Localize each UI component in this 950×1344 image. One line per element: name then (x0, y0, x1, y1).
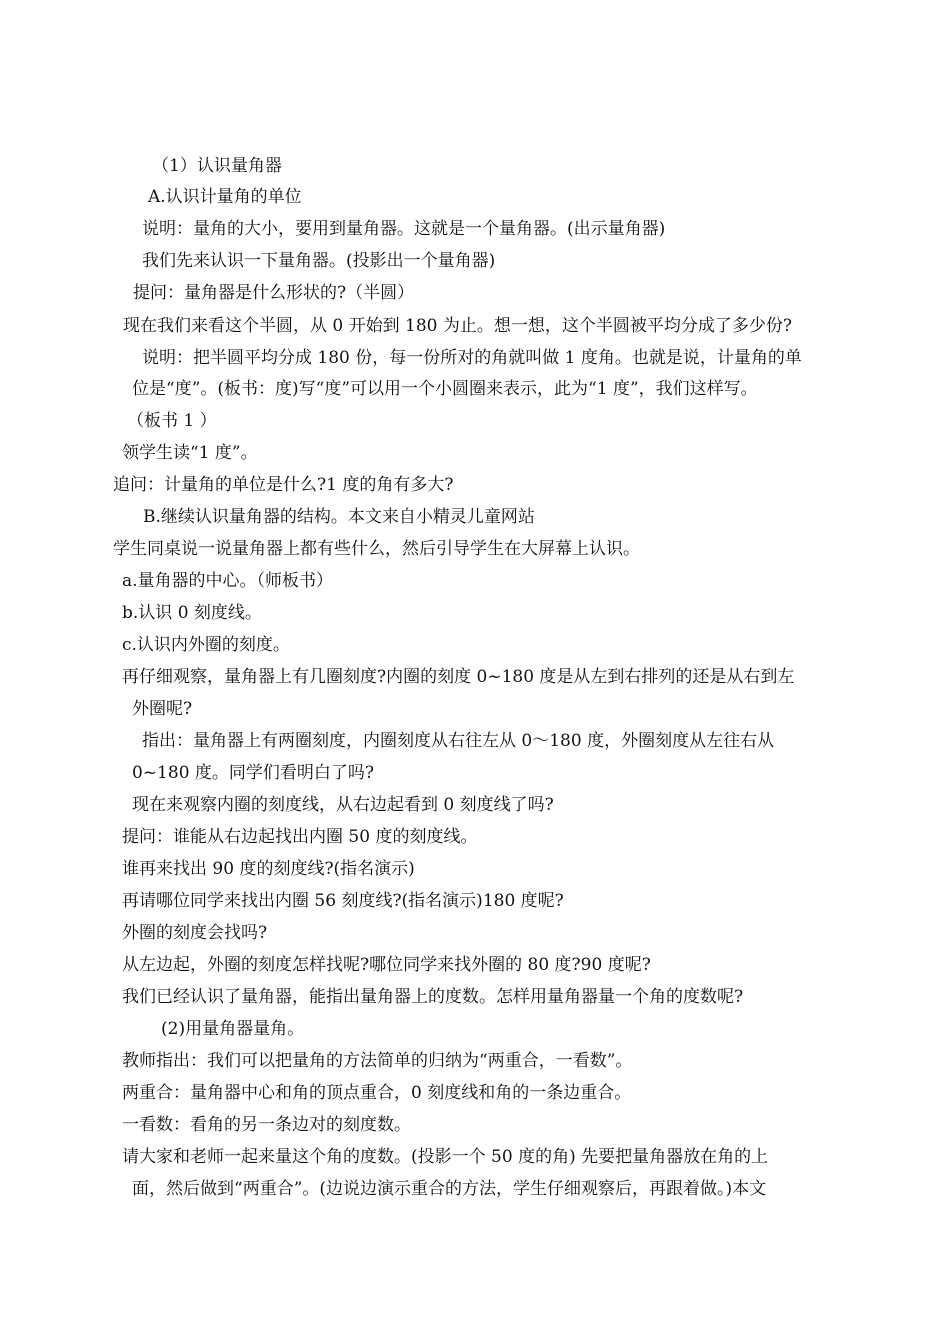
text-line: 说明：量角的大小，要用到量角器。这就是一个量角器。(出示量角器) (142, 219, 666, 239)
text-line: a.量角器的中心。（师板书） (122, 571, 334, 591)
text-line: （板书 1 ） (127, 411, 217, 431)
text-line: 我们先来认识一下量角器。(投影出一个量角器) (142, 251, 496, 271)
text-line: B.继续认识量角器的结构。本文来自小精灵儿童网站 (143, 507, 535, 527)
text-line: A.认识计量角的单位 (148, 187, 302, 207)
text-line: 学生同桌说一说量角器上都有些什么，然后引导学生在大屏幕上认识。 (113, 539, 640, 559)
text-line: 外圈的刻度会找吗? (122, 923, 268, 943)
section-heading: (2)用量角器量角。 (161, 1019, 305, 1039)
text-line: 位是“度”。(板书：度)写“度”可以用一个小圆圈来表示，此为“1 度”，我们这样写。 (132, 379, 758, 399)
text-line: 我们已经认识了量角器，能指出量角器上的度数。怎样用量角器量一个角的度数呢? (122, 987, 744, 1007)
text-line: 请大家和老师一起来量这个角的度数。(投影一个 50 度的角) 先要把量角器放在角的上 (122, 1147, 769, 1167)
text-line: 面，然后做到“两重合”。(边说边演示重合的方法，学生仔细观察后，再跟着做。)本文 (132, 1179, 767, 1199)
text-line: 外圈呢? (132, 699, 193, 719)
text-line: 教师指出：我们可以把量角的方法简单的归纳为“两重合，一看数”。 (122, 1051, 633, 1071)
text-line: c.认识内外圈的刻度。 (122, 635, 290, 655)
text-line: 从左边起，外圈的刻度怎样找呢?哪位同学来找外圈的 80 度?90 度呢? (122, 955, 651, 975)
text-line: b.认识 0 刻度线。 (122, 603, 262, 623)
text-line: 指出：量角器上有两圈刻度，内圈刻度从右往左从 0～180 度，外圈刻度从左往右从 (142, 731, 775, 751)
text-line: 领学生读“1 度”。 (122, 443, 258, 463)
text-line: 再请哪位同学来找出内圈 56 刻度线?(指名演示)180 度呢? (122, 891, 564, 911)
text-line: 提问：量角器是什么形状的?（半圆） (133, 283, 415, 303)
text-line: 0~180 度。同学们看明白了吗? (132, 763, 375, 783)
text-line: 现在来观察内圈的刻度线，从右边起看到 0 刻度线了吗? (132, 795, 554, 815)
text-line: 一看数：看角的另一条边对的刻度数。 (122, 1115, 411, 1135)
text-line: 再仔细观察，量角器上有几圈刻度?内圈的刻度 0~180 度是从左到右排列的还是从右到左 (122, 667, 795, 687)
text-line: 说明：把半圆平均分成 180 份，每一份所对的角就叫做 1 度角。也就是说，计量角的单 (142, 348, 802, 368)
text-line: 两重合：量角器中心和角的顶点重合，0 刻度线和角的一条边重合。 (122, 1083, 632, 1103)
text-line: 现在我们来看这个半圆，从 0 开始到 180 为止。想一想，这个半圆被平均分成了多少份? (123, 316, 792, 336)
text-line: 提问：谁能从右边起找出内圈 50 度的刻度线。 (122, 827, 478, 847)
text-line: 追问：计量角的单位是什么?1 度的角有多大? (113, 475, 454, 495)
text-line: （1）认识量角器 (152, 156, 282, 176)
text-line: 谁再来找出 90 度的刻度线?(指名演示) (122, 859, 415, 879)
